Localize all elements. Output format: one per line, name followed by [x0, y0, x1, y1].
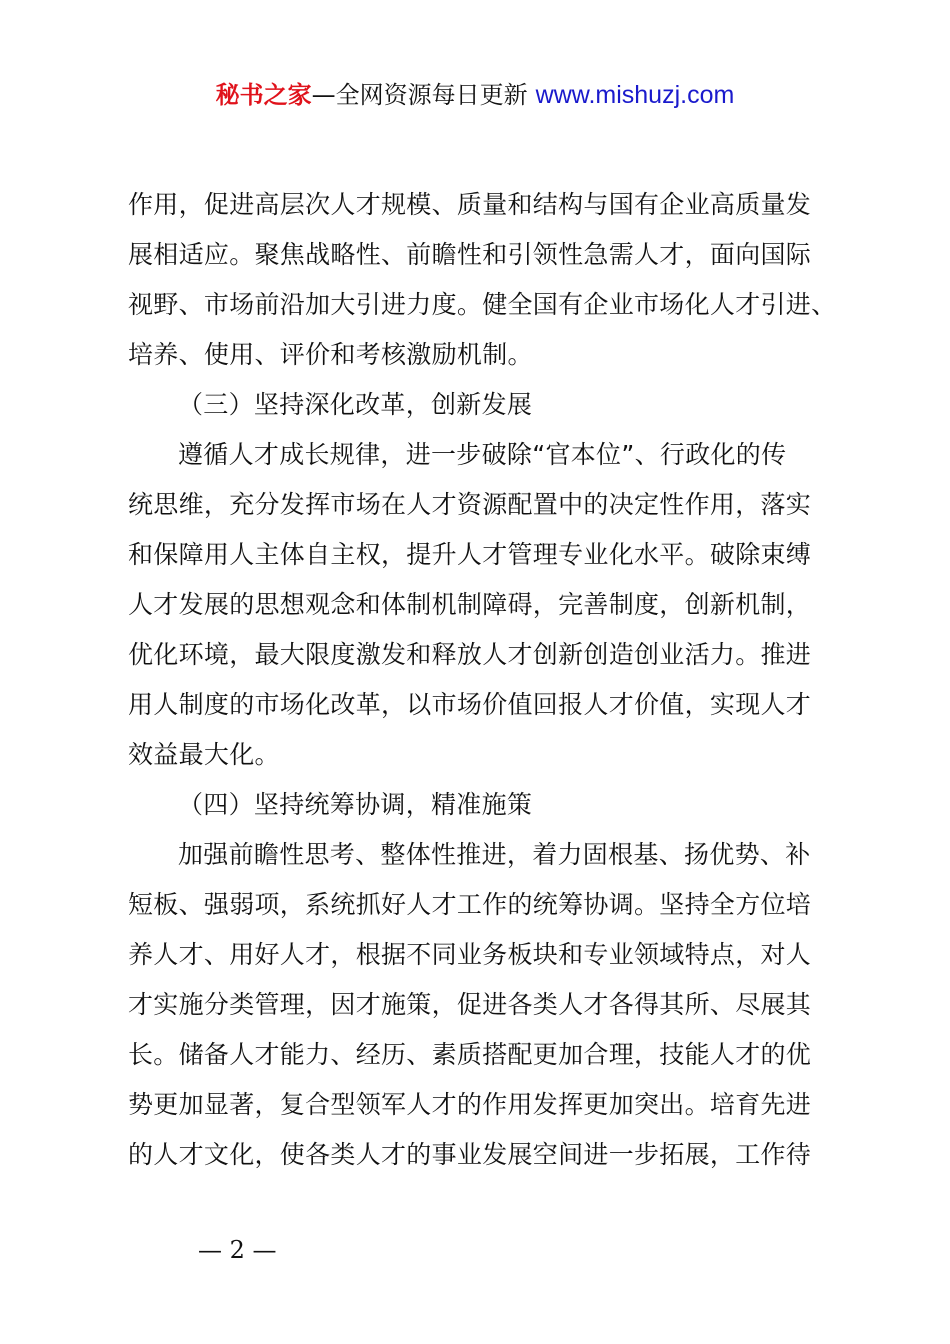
text-line: 作用，促进高层次人才规模、质量和结构与国有企业高质量发 — [128, 190, 812, 219]
text-line: 统思维，充分发挥市场在人才资源配置中的决定性作用，落实 — [128, 490, 812, 519]
text-line: 展相适应。聚焦战略性、前瞻性和引领性急需人才，面向国际 — [128, 240, 812, 269]
text-line: 优化环境，最大限度激发和释放人才创新创造创业活力。推进 — [128, 640, 812, 669]
text-line: 短板、强弱项，系统抓好人才工作的统筹协调。坚持全方位培 — [128, 890, 812, 919]
document-body — [128, 180, 837, 1180]
text-line: 用人制度的市场化改革，以市场价值回报人才价值，实现人才 — [128, 690, 812, 719]
text-line: 遵循人才成长规律，进一步破除“官本位”、行政化的传 — [178, 440, 787, 469]
text-line: 加强前瞻性思考、整体性推进，着力固根基、扬优势、补 — [178, 840, 811, 869]
text-line: 效益最大化。 — [128, 740, 280, 769]
brand-name: 秘书之家 — [215, 81, 312, 109]
site-url-link[interactable]: www.mishuzj.com — [535, 81, 735, 109]
text-line: 势更加显著，复合型领军人才的作用发挥更加突出。培育先进 — [128, 1090, 812, 1119]
text-line: 和保障用人主体自主权，提升人才管理专业化水平。破除束缚 — [128, 540, 812, 569]
header-slogan: —全网资源每日更新 — [311, 81, 528, 109]
page-number: — 2 — — [198, 1236, 277, 1264]
text-line: 的人才文化，使各类人才的事业发展空间进一步拓展，工作待 — [128, 1140, 812, 1169]
section-heading-4: （四）坚持统筹协调，精准施策 — [178, 790, 533, 819]
text-line: 视野、市场前沿加大引进力度。健全国有企业市场化人才引进、 — [128, 290, 837, 319]
section-heading-3: （三）坚持深化改革，创新发展 — [178, 390, 533, 419]
text-line: 长。储备人才能力、经历、素质搭配更加合理，技能人才的优 — [128, 1040, 812, 1069]
text-line: 培养、使用、评价和考核激励机制。 — [128, 340, 533, 369]
text-line: 才实施分类管理，因才施策，促进各类人才各得其所、尽展其 — [128, 990, 812, 1019]
page-header — [0, 78, 950, 112]
text-line: 人才发展的思想观念和体制机制障碍，完善制度，创新机制， — [128, 590, 812, 619]
text-line: 养人才、用好人才，根据不同业务板块和专业领域特点，对人 — [128, 940, 812, 969]
